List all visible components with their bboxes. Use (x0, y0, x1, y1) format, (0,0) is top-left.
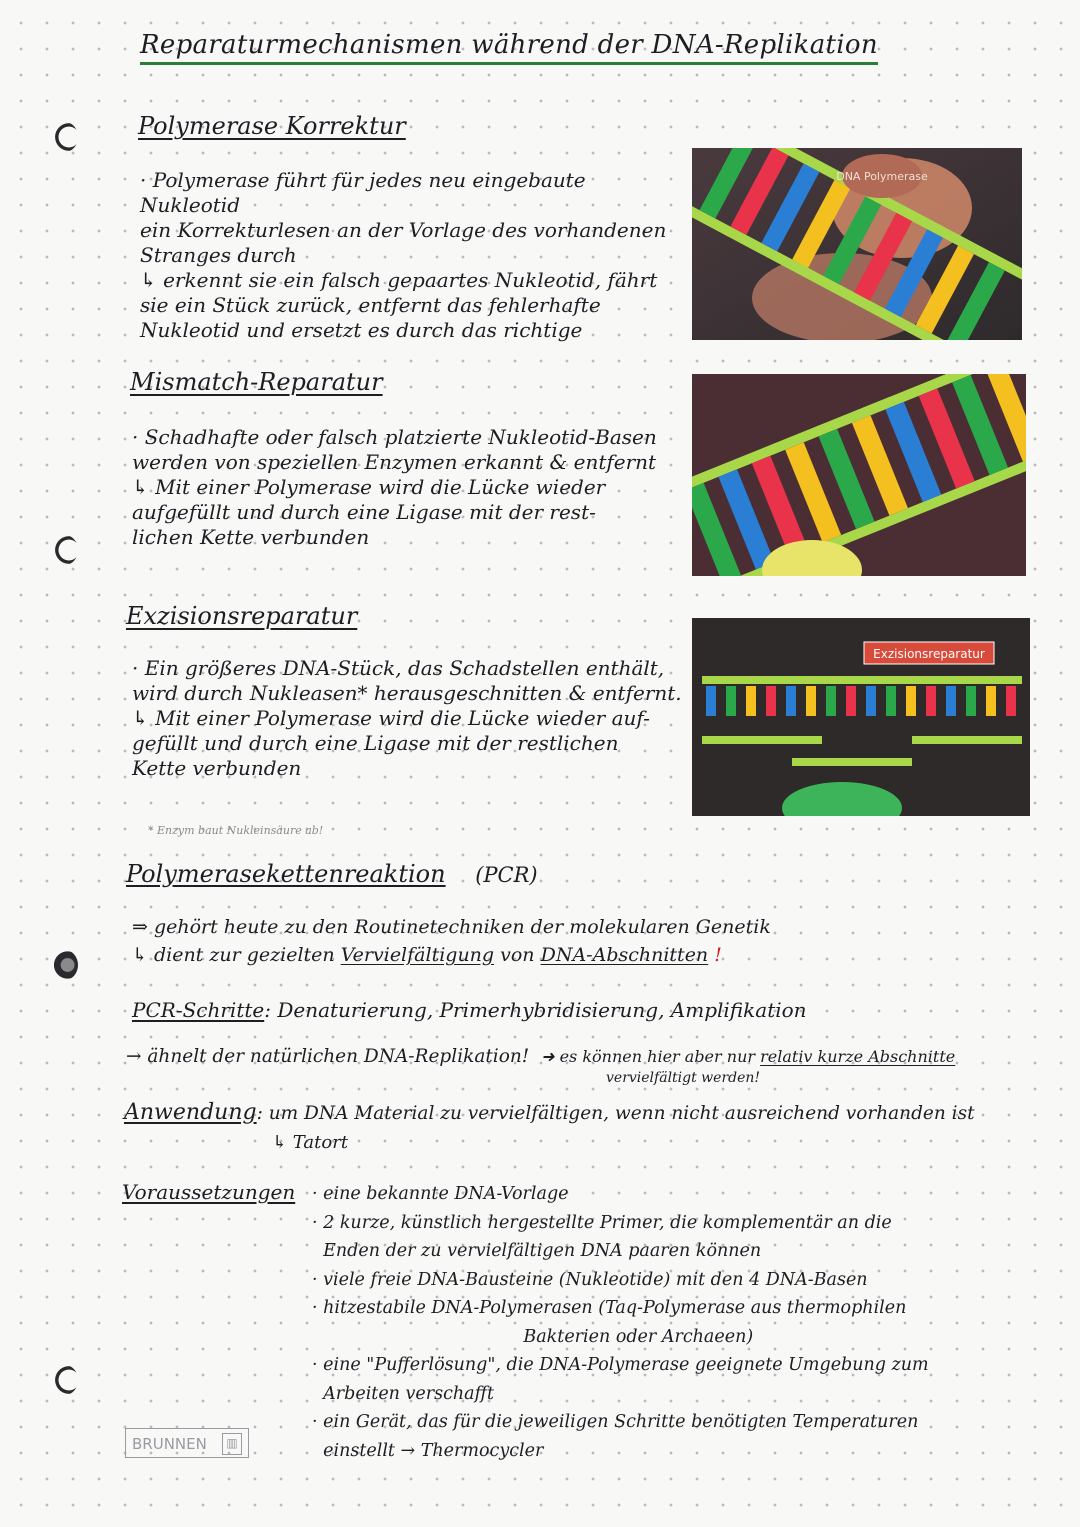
pcr-line-2 (132, 944, 722, 966)
page-title: Reparaturmechanismen während der DNA-Replikation (140, 30, 878, 65)
punch-hole (52, 950, 78, 980)
pcr-use-text: : um DNA Material zu vervielfältigen, wenn nicht ausreichend vorhanden ist (256, 1103, 975, 1124)
mismatch-repair-image (692, 374, 1026, 576)
pcr-heading: Polymerasekettenreaktion (126, 860, 446, 888)
footnote: * Enzym baut Nukleinsäure ab! (148, 824, 324, 837)
pcr-steps-label: PCR-Schritte (132, 998, 265, 1022)
pcr-steps (132, 998, 807, 1022)
pcr-heading-row (126, 860, 538, 888)
pcr-requirements-list: · eine bekannte DNA-Vorlage · 2 kurze, künstlich hergestellte Primer, die komplementär an die Enden der zu vervielfältigen DNA paaren können · viele freie DNA-Bausteine (Nukleotide) mit den 4 DNA-Basen · hitzestabile DNA-Polymerasen (Taq-Polymerase aus thermophilen Bakterien oder Archaeen) · eine "Pufferlösung", die DNA-Polymerase geeignete Umgebung zum Arbeiten verschafft · ein Gerät, das für die jeweiligen Schritte benötigten Temperaturen einstellt → Thermocycler (312, 1184, 929, 1461)
pcr-use-label: Anwendung (124, 1100, 257, 1125)
pcr-line-2-underlined: Vervielfältigung (340, 944, 495, 966)
pcr-steps-text: : Denaturierung, Primerhybridisierung, Amplifikation (264, 998, 807, 1022)
pcr-similar-c: vervielfältigt werden! (606, 1070, 761, 1086)
dna-polymerase-image (692, 148, 1022, 340)
dna-polymerase-image-label: DNA Polymerase (836, 170, 928, 183)
section-heading-mismatch-reparatur: Mismatch-Reparatur (130, 368, 383, 396)
pcr-use-sub: ↳ Tatort (272, 1132, 349, 1153)
pcr-abbr: (PCR) (475, 863, 538, 887)
pcr-line-2-mid: von (494, 944, 541, 966)
pcr-similar-b: ➜ es können hier aber nur (541, 1047, 761, 1066)
pcr-similar (126, 1046, 955, 1067)
brunnen-logo (125, 1428, 249, 1458)
pcr-line-2-prefix: ↳ dient zur gezielten (132, 944, 341, 966)
section-text-mismatch-reparatur: · Schadhafte oder falsch platzierte Nukleotid-Basen werden von speziellen Enzymen erkannt & entfernt ↳ Mit einer Polymerase wird die Lücke wieder aufgefüllt und durch eine Ligase mit der rest- lichen Kette verbunden (132, 425, 657, 549)
excision-image-label: Exzisionsreparatur (873, 647, 985, 661)
pcr-similar-b-underlined: relativ kurze Abschnitte (760, 1047, 956, 1066)
pcr-line-2-exclamation: ! (708, 944, 722, 966)
section-heading-polymerase-korrektur: Polymerase Korrektur (138, 112, 406, 140)
section-text-exzisionsreparatur: · Ein größeres DNA-Stück, das Schadstellen enthält, wird durch Nukleasen* herausgeschnitten & entfernt. ↳ Mit einer Polymerase wird die Lücke wieder auf- gefüllt und durch eine Ligase mit der restlichen Kette verbunden (132, 656, 682, 780)
excision-repair-image (692, 618, 1030, 816)
pcr-use (124, 1100, 975, 1125)
pcr-line-2-underlined-2: DNA-Abschnitten (540, 944, 709, 966)
punch-hole (52, 1365, 78, 1395)
punch-hole (52, 122, 78, 152)
pcr-requirements-label: Voraussetzungen (122, 1180, 296, 1204)
pcr-line-1: ⇒ gehört heute zu den Routinetechniken der molekularen Genetik (132, 916, 771, 938)
pcr-similar-a: → ähnelt der natürlichen DNA-Replikation! (126, 1046, 530, 1067)
punch-hole (52, 535, 78, 565)
brand-text: BRUNNEN (132, 1435, 207, 1453)
brand-mark-icon: ▥ (222, 1433, 242, 1455)
section-text-polymerase-korrektur: · Polymerase führt für jedes neu eingebaute Nukleotid ein Korrekturlesen an der Vorlage des vorhandenen Stranges durch ↳ erkennt sie ein falsch gepaartes Nukleotid, fährt sie ein Stück zurück, entfernt das fehlerhafte Nukleotid und ersetzt es durch das richtige (140, 168, 667, 342)
section-heading-exzisionsreparatur: Exzisionsreparatur (126, 602, 358, 630)
